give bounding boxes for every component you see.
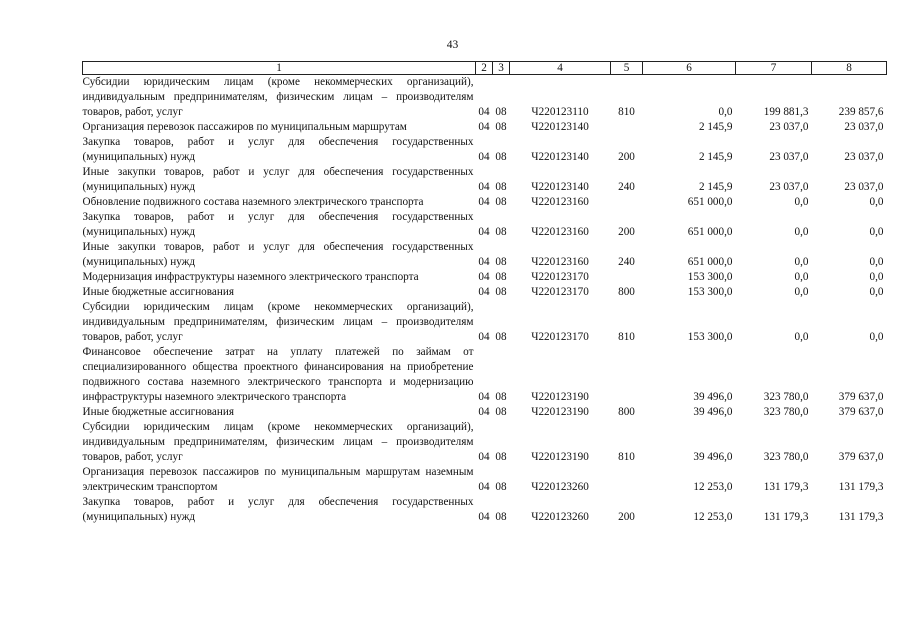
col-header-2: 2 (476, 62, 493, 75)
row-expense-type: 200 (618, 151, 635, 163)
table-row (83, 420, 887, 465)
row-name: Иные бюджетные ассигнования (82, 406, 234, 418)
row-subsection: 08 (495, 121, 507, 133)
row-subsection: 08 (495, 331, 507, 343)
row-section: 04 (478, 451, 490, 463)
row-name: Финансовое обеспечение затрат на уплату платежей по займам от специализированного общества проектного финансирования на приобретение подвижного состава наземного электрического транспорта и модернизацию инфраструктуры наземного электрического транспорта (82, 346, 474, 403)
row-amount-col6: 651 000,0 (687, 196, 733, 208)
row-section: 04 (478, 271, 490, 283)
row-name: Закупка товаров, работ и услуг для обеспечения государственных (муниципальных) нужд (82, 496, 474, 523)
row-amount-col8: 379 637,0 (838, 406, 884, 418)
row-subsection: 08 (495, 481, 507, 493)
row-amount-col7: 323 780,0 (763, 391, 809, 403)
row-section: 04 (478, 391, 490, 403)
row-name: Модернизация инфраструктуры наземного электрического транспорта (82, 271, 419, 283)
row-amount-col6: 153 300,0 (687, 286, 733, 298)
row-amount-col7: 323 780,0 (763, 406, 809, 418)
table-row (83, 405, 887, 420)
row-expense-type: 240 (618, 256, 635, 268)
row-amount-col7: 0,0 (794, 256, 809, 268)
row-amount-col8: 379 637,0 (838, 451, 884, 463)
table-row (83, 120, 887, 135)
table-row (83, 345, 887, 405)
col-header-6: 6 (643, 62, 736, 75)
row-target-code: Ч220123170 (531, 271, 589, 283)
row-section: 04 (478, 151, 490, 163)
row-name: Иные закупки товаров, работ и услуг для обеспечения государственных (муниципальных) нужд (82, 166, 474, 193)
row-target-code: Ч220123260 (531, 511, 589, 523)
row-amount-col8: 23 037,0 (844, 181, 884, 193)
row-amount-col6: 0,0 (718, 106, 733, 118)
row-name: Организация перевозок пассажиров по муниципальным маршрутам (82, 121, 407, 133)
row-amount-col7: 0,0 (794, 226, 809, 238)
row-target-code: Ч220123190 (531, 406, 589, 418)
row-name: Организация перевозок пассажиров по муниципальным маршрутам наземным электрическим транспортом (82, 466, 474, 493)
row-amount-col6: 2 145,9 (698, 181, 733, 193)
row-amount-col6: 153 300,0 (687, 331, 733, 343)
row-amount-col8: 239 857,6 (838, 106, 884, 118)
row-amount-col7: 131 179,3 (763, 511, 809, 523)
row-section: 04 (478, 181, 490, 193)
row-amount-col6: 651 000,0 (687, 226, 733, 238)
row-amount-col6: 651 000,0 (687, 256, 733, 268)
row-expense-type: 800 (618, 406, 635, 418)
row-target-code: Ч220123140 (531, 151, 589, 163)
table-row (83, 270, 887, 285)
row-amount-col8: 23 037,0 (844, 121, 884, 133)
row-name: Закупка товаров, работ и услуг для обеспечения государственных (муниципальных) нужд (82, 211, 474, 238)
col-header-8: 8 (812, 62, 887, 75)
row-amount-col7: 23 037,0 (769, 121, 809, 133)
row-subsection: 08 (495, 151, 507, 163)
row-expense-type (611, 465, 643, 495)
row-expense-type: 200 (618, 226, 635, 238)
row-section: 04 (478, 286, 490, 298)
budget-table (82, 61, 887, 525)
row-target-code: Ч220123160 (531, 256, 589, 268)
row-amount-col7: 0,0 (794, 331, 809, 343)
row-subsection: 08 (495, 226, 507, 238)
table-body (83, 75, 887, 526)
row-expense-type: 810 (618, 451, 635, 463)
row-target-code: Ч220123170 (531, 286, 589, 298)
col-header-1: 1 (83, 62, 476, 75)
row-amount-col8: 0,0 (869, 226, 884, 238)
row-name: Иные бюджетные ассигнования (82, 286, 234, 298)
table-row (83, 165, 887, 195)
row-amount-col8: 0,0 (869, 271, 884, 283)
row-section: 04 (478, 331, 490, 343)
row-amount-col7: 131 179,3 (763, 481, 809, 493)
row-name: Обновление подвижного состава наземного электрического транспорта (82, 196, 424, 208)
row-name: Субсидии юридическим лицам (кроме некоммерческих организаций), индивидуальным предпринимателям, физическим лицам – производителям товаров, работ, услуг (82, 421, 474, 463)
row-target-code: Ч220123160 (531, 226, 589, 238)
table-row (83, 240, 887, 270)
row-target-code: Ч220123260 (531, 481, 589, 493)
row-amount-col7: 323 780,0 (763, 451, 809, 463)
table-row (83, 495, 887, 525)
column-number-header (83, 62, 887, 75)
row-amount-col7: 0,0 (794, 196, 809, 208)
row-section: 04 (478, 511, 490, 523)
table-row (83, 135, 887, 165)
row-expense-type (611, 345, 643, 405)
col-header-5: 5 (611, 62, 643, 75)
row-amount-col7: 0,0 (794, 271, 809, 283)
row-amount-col8: 131 179,3 (838, 481, 884, 493)
row-subsection: 08 (495, 271, 507, 283)
row-subsection: 08 (495, 196, 507, 208)
col-header-4: 4 (510, 62, 611, 75)
table-row (83, 300, 887, 345)
row-subsection: 08 (495, 451, 507, 463)
row-expense-type (611, 120, 643, 135)
row-name: Иные закупки товаров, работ и услуг для обеспечения государственных (муниципальных) нужд (82, 241, 474, 268)
row-amount-col8: 0,0 (869, 196, 884, 208)
row-target-code: Ч220123110 (531, 106, 589, 118)
table-row (83, 75, 887, 121)
row-amount-col7: 0,0 (794, 286, 809, 298)
row-target-code: Ч220123190 (531, 451, 589, 463)
table-row (83, 195, 887, 210)
row-expense-type: 810 (618, 106, 635, 118)
row-target-code: Ч220123160 (531, 196, 589, 208)
row-amount-col8: 131 179,3 (838, 511, 884, 523)
table-row (83, 465, 887, 495)
page-number: 43 (446, 39, 459, 51)
row-section: 04 (478, 481, 490, 493)
row-subsection: 08 (495, 391, 507, 403)
row-amount-col6: 39 496,0 (693, 451, 733, 463)
row-subsection: 08 (495, 511, 507, 523)
row-amount-col7: 23 037,0 (769, 151, 809, 163)
row-section: 04 (478, 256, 490, 268)
col-header-7: 7 (736, 62, 812, 75)
table-row (83, 210, 887, 240)
row-amount-col8: 0,0 (869, 256, 884, 268)
row-expense-type: 810 (618, 331, 635, 343)
row-target-code: Ч220123140 (531, 121, 589, 133)
row-subsection: 08 (495, 181, 507, 193)
row-expense-type (611, 195, 643, 210)
row-name: Субсидии юридическим лицам (кроме некоммерческих организаций), индивидуальным предпринимателям, физическим лицам – производителям товаров, работ, услуг (82, 301, 474, 343)
row-subsection: 08 (495, 106, 507, 118)
row-expense-type: 240 (618, 181, 635, 193)
row-amount-col6: 12 253,0 (693, 481, 733, 493)
row-subsection: 08 (495, 406, 507, 418)
row-amount-col6: 39 496,0 (693, 391, 733, 403)
row-section: 04 (478, 406, 490, 418)
row-section: 04 (478, 121, 490, 133)
row-section: 04 (478, 106, 490, 118)
row-amount-col7: 23 037,0 (769, 181, 809, 193)
row-subsection: 08 (495, 256, 507, 268)
row-amount-col6: 12 253,0 (693, 511, 733, 523)
row-name: Закупка товаров, работ и услуг для обеспечения государственных (муниципальных) нужд (82, 136, 474, 163)
row-expense-type (611, 270, 643, 285)
row-target-code: Ч220123190 (531, 391, 589, 403)
row-amount-col8: 23 037,0 (844, 151, 884, 163)
row-name: Субсидии юридическим лицам (кроме некоммерческих организаций), индивидуальным предпринимателям, физическим лицам – производителям товаров, работ, услуг (82, 76, 474, 118)
row-expense-type: 800 (618, 286, 635, 298)
row-subsection: 08 (495, 286, 507, 298)
row-amount-col8: 379 637,0 (838, 391, 884, 403)
row-target-code: Ч220123170 (531, 331, 589, 343)
row-amount-col6: 39 496,0 (693, 406, 733, 418)
row-amount-col7: 199 881,3 (763, 106, 809, 118)
row-target-code: Ч220123140 (531, 181, 589, 193)
row-section: 04 (478, 196, 490, 208)
row-amount-col8: 0,0 (869, 286, 884, 298)
row-amount-col6: 2 145,9 (698, 151, 733, 163)
row-amount-col8: 0,0 (869, 331, 884, 343)
row-expense-type: 200 (618, 511, 635, 523)
row-amount-col6: 2 145,9 (698, 121, 733, 133)
table-row (83, 285, 887, 300)
row-section: 04 (478, 226, 490, 238)
row-amount-col6: 153 300,0 (687, 271, 733, 283)
col-header-3: 3 (493, 62, 510, 75)
